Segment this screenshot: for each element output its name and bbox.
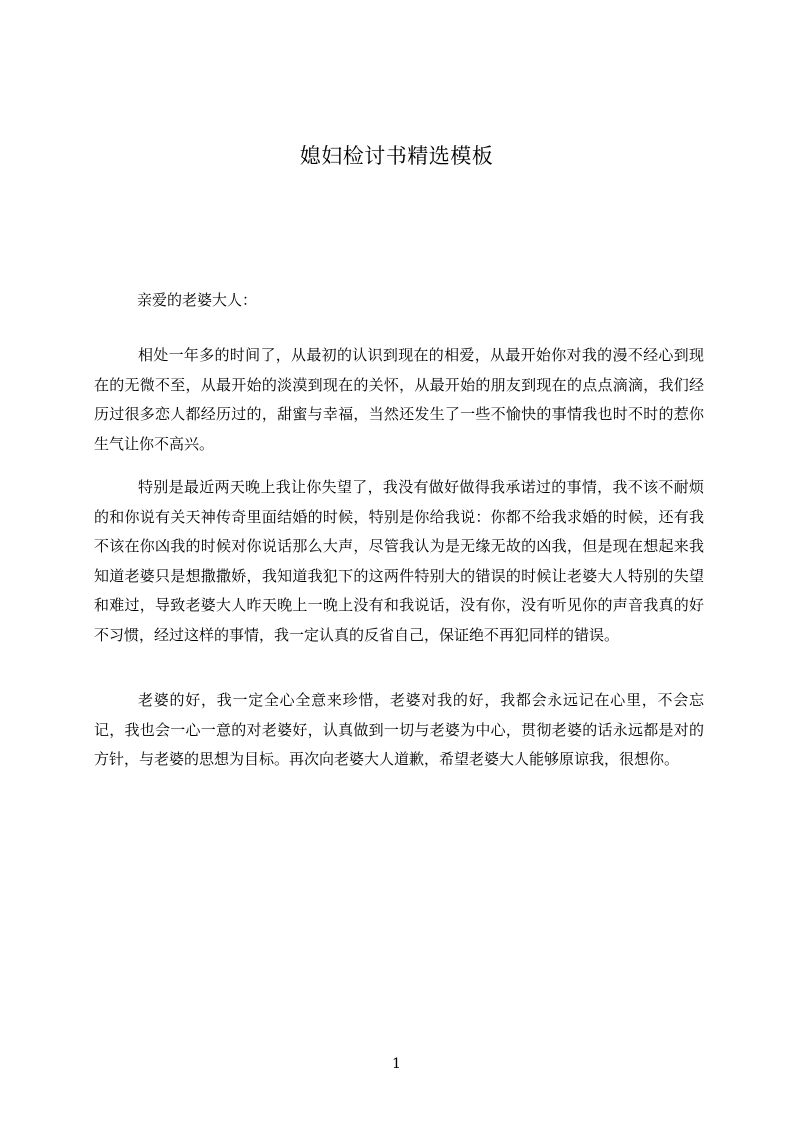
paragraph-2: 特别是最近两天晚上我让你失望了，我没有做好做得我承诺过的事情，我不该不耐烦的和你说有关天神传奇里面结婚的时候，特别是你给我说：你都不给我求婚的时候，还有我不该在你凶我的时候对你说话那么大声，尽管我认为是无缘无故的凶我，但是现在想起来我知道老婆只是想撒撒娇，我知道我犯下的这两件特别大的错误的时候让老婆大人特别的失望和难过，导致老婆大人昨天晚上一晚上没有和我说话，没有你，没有听见你的声音我真的好不习惯，经过这样的事情，我一定认真的反省自己，保证绝不再犯同样的错误。 — [94, 478, 704, 644]
document-title: 媳妇检讨书精选模板 — [299, 144, 494, 168]
salutation: 亲爱的老婆大人： — [137, 291, 258, 309]
paragraph-3: 老婆的好，我一定全心全意来珍惜，老婆对我的好，我都会永远记在心里，不会忘记，我也会一心一意的对老婆好，认真做到一切与老婆为中心，贯彻老婆的话永远都是对的方针，与老婆的思想为目标。再次向老婆大人道歉，希望老婆大人能够原谅我，很想你。 — [94, 691, 704, 768]
paragraph-1: 相处一年多的时间了，从最初的认识到现在的相爱，从最开始你对我的漫不经心到现在的无微不至，从最开始的淡漠到现在的关怀，从最开始的朋友到现在的点点滴滴，我们经历过很多恋人都经历过的，甜蜜与幸福，当然还发生了一些不愉快的事情我也时不时的惹你生气让你不高兴。 — [94, 346, 704, 453]
page-number: 1 — [392, 1056, 401, 1072]
